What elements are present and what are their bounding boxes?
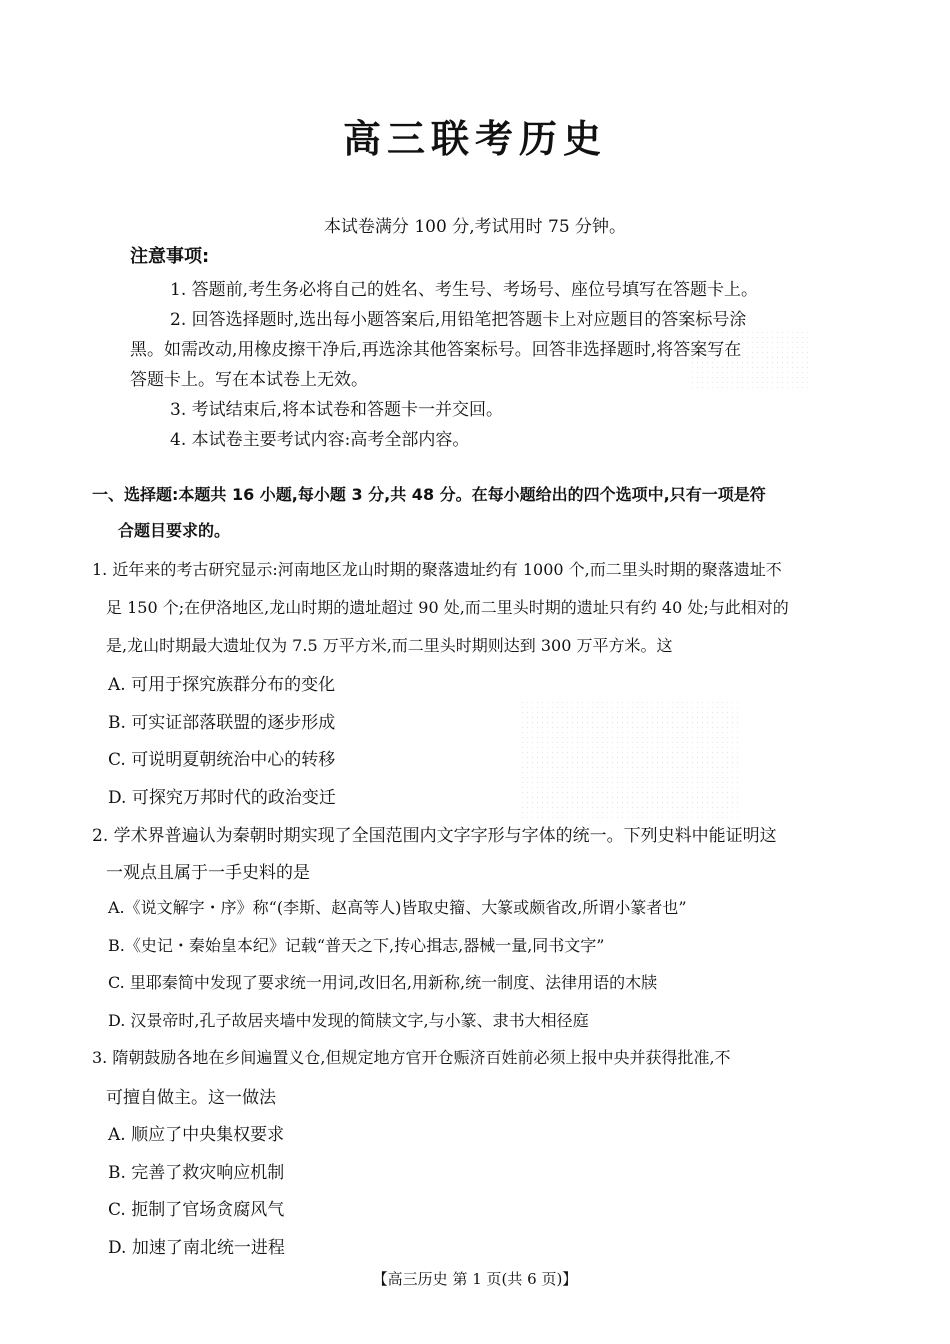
notice-line: 答题卡上。写在本试卷上无效。	[130, 370, 368, 390]
exam-title: 高三联考历史	[342, 117, 607, 161]
question-1-stem: 是,龙山时期最大遗址仅为 7.5 万平方米,而二里头时期则达到 300 万平方米。这	[106, 636, 673, 655]
question-2-stem: 2. 学术界普遍认为秦朝时期实现了全国范围内文字字形与字体的统一。下列史料中能证明这	[92, 826, 777, 846]
question-3-option-a: A. 顺应了中央集权要求	[108, 1125, 285, 1145]
question-3-option-b: B. 完善了救灾响应机制	[108, 1163, 285, 1183]
question-1-option-c: C. 可说明夏朝统治中心的转移	[108, 750, 336, 770]
question-2-option-c: C. 里耶秦简中发现了要求统一用词,改旧名,用新称,统一制度、法律用语的木牍	[108, 973, 658, 992]
notice-line: 2. 回答选择题时,选出每小题答案后,用铅笔把答题卡上对应题目的答案标号涂	[170, 310, 747, 330]
notice-line: 黑。如需改动,用橡皮擦干净后,再选涂其他答案标号。回答非选择题时,将答案写在	[130, 340, 742, 360]
question-3-stem: 3. 隋朝鼓励各地在乡间遍置义仓,但规定地方官开仓赈济百姓前必须上报中央并获得批准,不	[92, 1048, 731, 1067]
notice-line: 1. 答题前,考生务必将自己的姓名、考生号、考场号、座位号填写在答题卡上。	[170, 280, 759, 300]
section-heading-cont: 合题目要求的。	[118, 521, 231, 540]
question-3-option-c: C. 扼制了官场贪腐风气	[108, 1200, 285, 1220]
notice-heading: 注意事项:	[130, 246, 210, 267]
question-1-stem: 1. 近年来的考古研究显示:河南地区龙山时期的聚落遗址约有 1000 个,而二里头时期的聚落遗址不	[92, 560, 782, 579]
question-1-option-a: A. 可用于探究族群分布的变化	[108, 675, 336, 695]
question-2-option-d: D. 汉景帝时,孔子故居夹墙中发现的简牍文字,与小篆、隶书大相径庭	[108, 1011, 589, 1030]
question-2-stem: 一观点且属于一手史料的是	[106, 863, 310, 883]
question-1-option-b: B. 可实证部落联盟的逐步形成	[108, 713, 336, 733]
question-3-option-d: D. 加速了南北统一进程	[108, 1238, 285, 1258]
scan-noise	[520, 700, 740, 820]
question-1-stem: 足 150 个;在伊洛地区,龙山时期的遗址超过 90 处,而二里头时期的遗址只有约 40 处;与此相对的	[106, 598, 789, 617]
page-footer: 【高三历史 第 1 页(共 6 页)】	[372, 1270, 578, 1288]
notice-line: 3. 考试结束后,将本试卷和答题卡一并交回。	[170, 400, 504, 420]
question-2-option-b: B.《史记・秦始皇本纪》记载“普天之下,抟心揖志,器械一量,同书文字”	[108, 936, 605, 955]
question-2-option-a: A.《说文解字・序》称“(李斯、赵高等人)皆取史籀、大篆或颇省改,所谓小篆者也”	[108, 898, 687, 917]
notice-line: 4. 本试卷主要考试内容:高考全部内容。	[170, 430, 470, 450]
question-3-stem: 可擅自做主。这一做法	[106, 1088, 276, 1108]
question-1-option-d: D. 可探究万邦时代的政治变迁	[108, 788, 336, 808]
exam-info: 本试卷满分 100 分,考试用时 75 分钟。	[323, 217, 627, 237]
section-heading: 一、选择题:本题共 16 小题,每小题 3 分,共 48 分。在每小题给出的四个选项中,只有一项是符	[92, 485, 766, 504]
